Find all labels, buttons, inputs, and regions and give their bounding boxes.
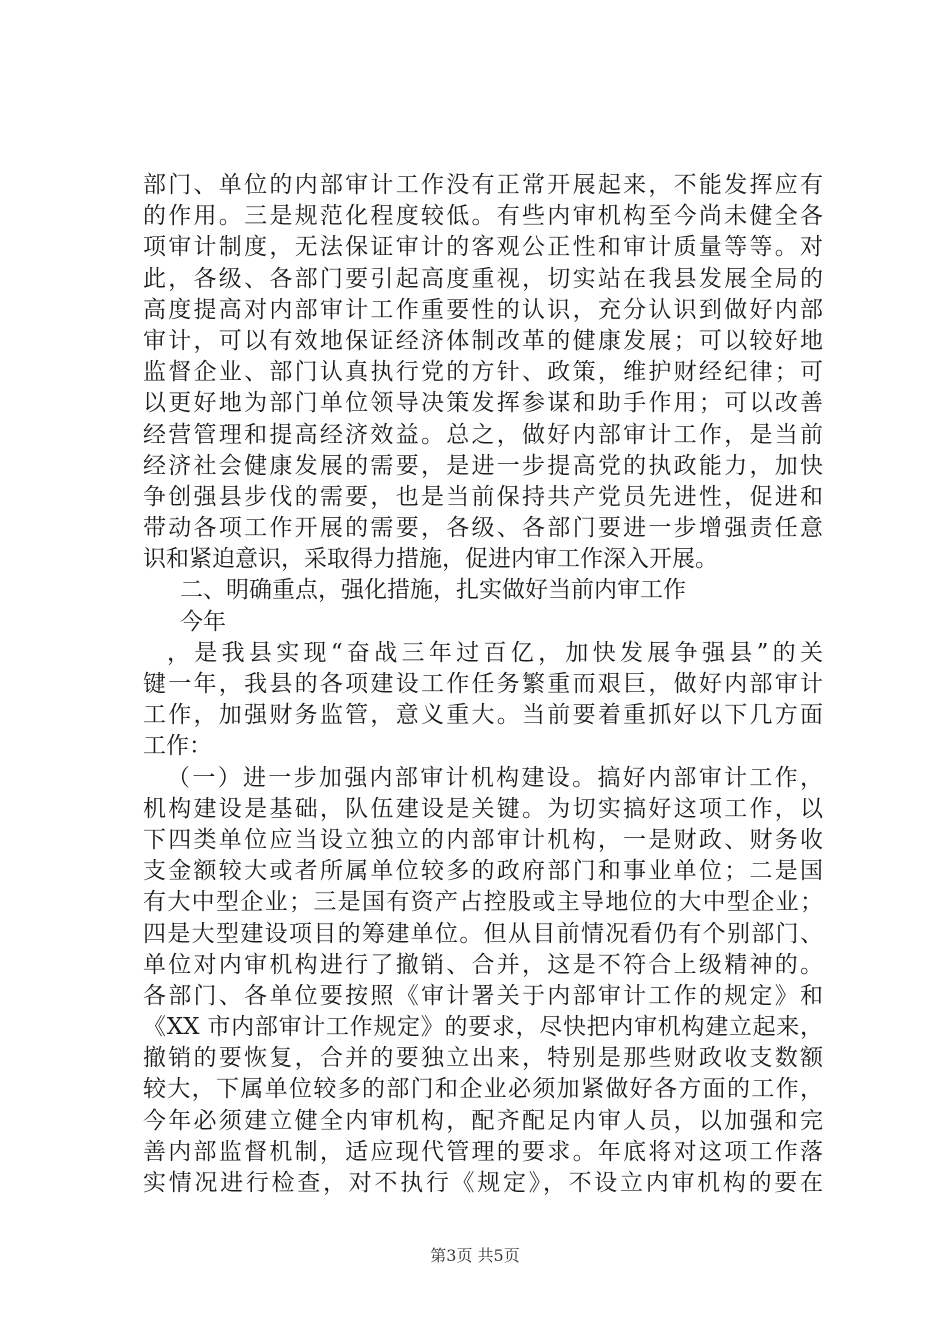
text-line: 项审计制度，无法保证审计的客观公正性和审计质量等等。对 xyxy=(143,234,823,261)
text-line: 的作用。三是规范化程度较低。有些内审机构至今尚未健全各 xyxy=(143,203,823,230)
document-body xyxy=(143,170,823,1199)
subsection-heading: （一）进一步加强内部审计机构建设。搞好内部审计工作， xyxy=(167,764,823,791)
text-line: 监督企业、部门认真执行党的方针、政策，维护财经纪律；可 xyxy=(143,359,823,386)
text-line: 工作，加强财务监管，意义重大。当前要着重抓好以下几方面 xyxy=(143,702,823,729)
text-line: 识和紧迫意识，采取得力措施，促进内审工作深入开展。 xyxy=(143,546,718,573)
text-line: 以更好地为部门单位领导决策发挥参谋和助手作用；可以改善 xyxy=(143,390,823,417)
text-line: 《XX 市内部审计工作规定》的要求，尽快把内审机构建立起来， xyxy=(143,1014,823,1041)
text-line: 各部门、各单位要按照《审计署关于内部审计工作的规定》和 xyxy=(143,982,823,1009)
text-line: 四是大型建设项目的筹建单位。但从目前情况看仍有个别部门、 xyxy=(143,920,823,947)
text-line: 争创强县步伐的需要，也是当前保持共产党员先进性，促进和 xyxy=(143,483,823,510)
text-line: 较大，下属单位较多的部门和企业必须加紧做好各方面的工作， xyxy=(143,1076,823,1103)
text-line: 实情况进行检查，对不执行《规定》，不设立内审机构的要在 xyxy=(143,1170,823,1196)
section-heading: 二、明确重点，强化措施，扎实做好当前内审工作 xyxy=(180,577,686,604)
text-line: 今年 xyxy=(180,608,226,635)
text-line: 经济社会健康发展的需要，是进一步提高党的执政能力，加快 xyxy=(143,452,823,479)
text-line: 今年必须建立健全内审机构，配齐配足内审人员，以加强和完 xyxy=(143,1107,823,1134)
text-line: 部门、单位的内部审计工作没有正常开展起来，不能发挥应有 xyxy=(143,172,823,198)
text-line: 带动各项工作开展的需要，各级、各部门要进一步增强责任意 xyxy=(143,515,823,542)
text-line: 单位对内审机构进行了撤销、合并，这是不符合上级精神的。 xyxy=(143,951,823,978)
text-line: 有大中型企业；三是国有资产占控股或主导地位的大中型企业； xyxy=(143,889,823,916)
text-line: 键一年，我县的各项建设工作任务繁重而艰巨，做好内部审计 xyxy=(143,671,823,697)
text-line: 经营管理和提高经济效益。总之，做好内部审计工作，是当前 xyxy=(143,421,823,448)
text-line: 善内部监督机制，适应现代管理的要求。年底将对这项工作落 xyxy=(143,1138,823,1165)
text-line: 工作： xyxy=(143,733,212,760)
text-line: ，是我县实现“奋战三年过百亿，加快发展争强县”的关 xyxy=(167,639,823,666)
text-line: 此，各级、各部门要引起高度重视，切实站在我县发展全局的 xyxy=(143,265,823,292)
text-line: 审计，可以有效地保证经济体制改革的健康发展；可以较好地 xyxy=(143,327,823,354)
text-line: 高度提高对内部审计工作重要性的认识，充分认识到做好内部 xyxy=(143,296,823,323)
text-line: 机构建设是基础，队伍建设是关键。为切实搞好这项工作，以 xyxy=(143,795,823,822)
text-line: 下四类单位应当设立独立的内部审计机构，一是财政、财务收 xyxy=(143,826,823,853)
text-line: 撤销的要恢复，合并的要独立出来，特别是那些财政收支数额 xyxy=(143,1045,823,1072)
text-line: 支金额较大或者所属单位较多的政府部门和事业单位；二是国 xyxy=(143,858,823,885)
page-number: 第3页 共5页 xyxy=(430,1246,520,1265)
